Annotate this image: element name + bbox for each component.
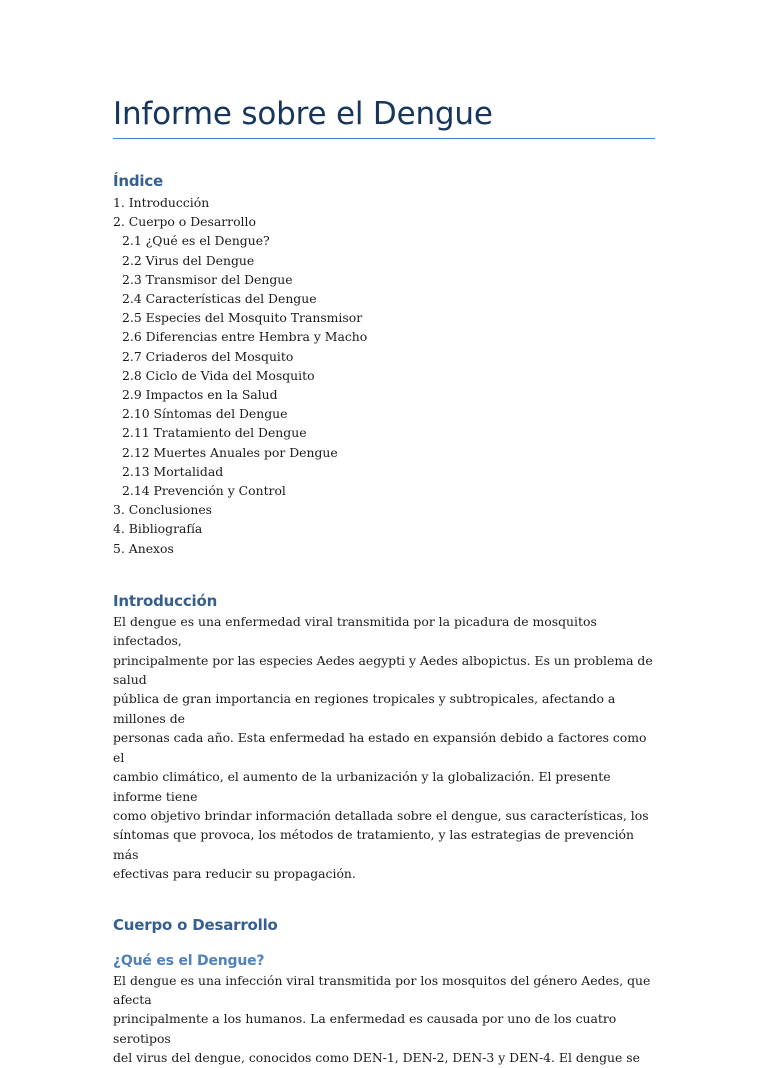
paragraph-line: principalmente a los humanos. La enfermedad es causada por uno de los cuatro serotipos bbox=[113, 1011, 617, 1046]
document-title: Informe sobre el Dengue bbox=[113, 96, 493, 132]
toc-item: 5. Anexos bbox=[113, 540, 174, 556]
toc-item: 2.11 Tratamiento del Dengue bbox=[122, 425, 307, 441]
paragraph-line: del virus del dengue, conocidos como DEN-1, DEN-2, DEN-3 y DEN-4. El dengue se bbox=[113, 1050, 640, 1066]
title-underline bbox=[113, 138, 655, 139]
que-es-dengue-paragraph bbox=[113, 971, 657, 1068]
toc-item: 2.5 Especies del Mosquito Transmisor bbox=[122, 310, 363, 326]
paragraph-line: pública de gran importancia en regiones tropicales y subtropicales, afectando a millones de bbox=[113, 691, 616, 726]
toc-item: 2.10 Síntomas del Dengue bbox=[122, 406, 288, 422]
table-of-contents bbox=[113, 193, 655, 558]
paragraph-line: efectivas para reducir su propagación. bbox=[113, 866, 356, 882]
toc-item: 3. Conclusiones bbox=[113, 502, 213, 518]
paragraph-line: síntomas que provoca, los métodos de tratamiento, y las estrategias de prevención más bbox=[113, 827, 634, 862]
toc-item: 2.13 Mortalidad bbox=[122, 463, 224, 479]
intro-heading: Introducción bbox=[113, 591, 218, 610]
paragraph-line: principalmente por las especies Aedes aegypti y Aedes albopictus. Es un problema de salud bbox=[113, 652, 653, 688]
toc-item: 2.8 Ciclo de Vida del Mosquito bbox=[122, 367, 315, 383]
toc-item: 2.14 Prevención y Control bbox=[122, 483, 286, 499]
toc-item: 2.7 Criaderos del Mosquito bbox=[122, 348, 294, 364]
que-es-dengue-heading: ¿Qué es el Dengue? bbox=[113, 952, 265, 969]
paragraph-line: El dengue es una infección viral transmitida por los mosquitos del género Aedes, que afecta bbox=[113, 972, 651, 1007]
toc-item: 2.2 Virus del Dengue bbox=[122, 252, 255, 268]
paragraph-line: cambio climático, el aumento de la urbanización y la globalización. El presente informe tiene bbox=[113, 769, 611, 804]
paragraph-line: como objetivo brindar información detallada sobre el dengue, sus características, los bbox=[113, 807, 649, 823]
toc-item: 4. Bibliografía bbox=[113, 521, 203, 537]
toc-item: 2.12 Muertes Anuales por Dengue bbox=[122, 444, 338, 460]
toc-item: 2. Cuerpo o Desarrollo bbox=[113, 214, 256, 230]
toc-item: 2.1 ¿Qué es el Dengue? bbox=[122, 233, 270, 249]
intro-paragraph bbox=[113, 612, 657, 884]
toc-item: 1. Introducción bbox=[113, 195, 210, 210]
toc-item: 2.3 Transmisor del Dengue bbox=[122, 271, 293, 287]
toc-item: 2.4 Características del Dengue bbox=[122, 291, 317, 307]
toc-item: 2.9 Impactos en la Salud bbox=[122, 387, 278, 403]
cuerpo-heading: Cuerpo o Desarrollo bbox=[113, 915, 278, 934]
toc-heading: Índice bbox=[113, 172, 164, 190]
paragraph-line: El dengue es una enfermedad viral transmitida por la picadura de mosquitos infectados, bbox=[113, 613, 597, 649]
paragraph-line: personas cada año. Esta enfermedad ha estado en expansión debido a factores como el bbox=[113, 730, 647, 765]
toc-item: 2.6 Diferencias entre Hembra y Macho bbox=[122, 329, 368, 345]
